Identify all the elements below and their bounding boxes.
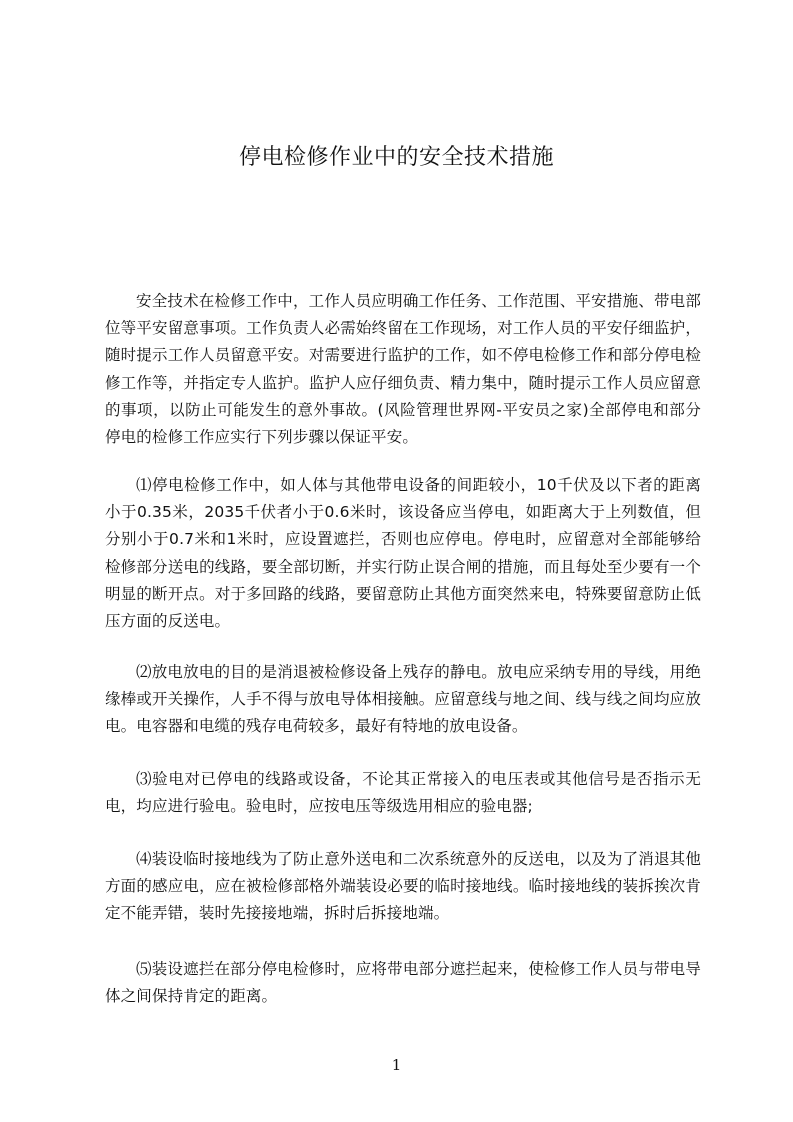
paragraph-step-2-discharge: ⑵放电放电的目的是消退被检修设备上残存的静电。放电应采纳专用的导线，用绝缘棒或开关操作，人手不得与放电导体相接触。应留意线与地之间、线与线之间均应放电。电容器和电缆的残存电荷较多，最好有特地的放电设备。: [105, 663, 701, 736]
paragraph-step-5-barrier: ⑸装设遮拦在部分停电检修时，应将带电部分遮拦起来，使检修工作人员与带电导体之间保持肯定的距离。: [105, 960, 701, 1006]
page-number: 1: [391, 1056, 402, 1074]
paragraph-step-4-grounding: ⑷装设临时接地线为了防止意外送电和二次系统意外的反送电，以及为了消退其他方面的感应电，应在被检修部格外端装设必要的临时接地线。临时接地线的装拆挨次肯定不能弄错，装时先接接地端，拆时后拆接地端。: [105, 850, 701, 923]
document-title: 停电检修作业中的安全技术措施: [238, 145, 554, 170]
paragraph-step-3-voltage-test: ⑶验电对已停电的线路或设备，不论其正常接入的电压表或其他信号是否指示无电，均应进行验电。验电时，应按电压等级选用相应的验电器;: [105, 770, 701, 816]
paragraph-intro: 安全技术在检修工作中，工作人员应明确工作任务、工作范围、平安措施、带电部位等平安留意事项。工作负责人必需始终留在工作现场，对工作人员的平安仔细监护，随时提示工作人员留意平安。对需要进行监护的工作，如不停电检修工作和部分停电检修工作等，并指定专人监护。监护人应仔细负责、精力集中，随时提示工作人员应留意的事项，以防止可能发生的意外事故。(风险管理世界网-平安员之家)全部停电和部分停电的检修工作应实行下列步骤以保证平安。: [105, 292, 701, 447]
paragraph-step-1-power-off: ⑴停电检修工作中，如人体与其他带电设备的间距较小，10千伏及以下者的距离小于0.35米，2035千伏者小于0.6米时，该设备应当停电，如距离大于上列数值，但分别小于0.7米和1米时，应设置遮拦，否则也应停电。停电时，应留意对全部能够给检修部分送电的线路，要全部切断，并实行防止误合闸的措施，而且每处至少要有一个明显的断开点。对于多回路的线路，要留意防止其他方面突然来电，特殊要留意防止低压方面的反送电。: [105, 476, 701, 631]
